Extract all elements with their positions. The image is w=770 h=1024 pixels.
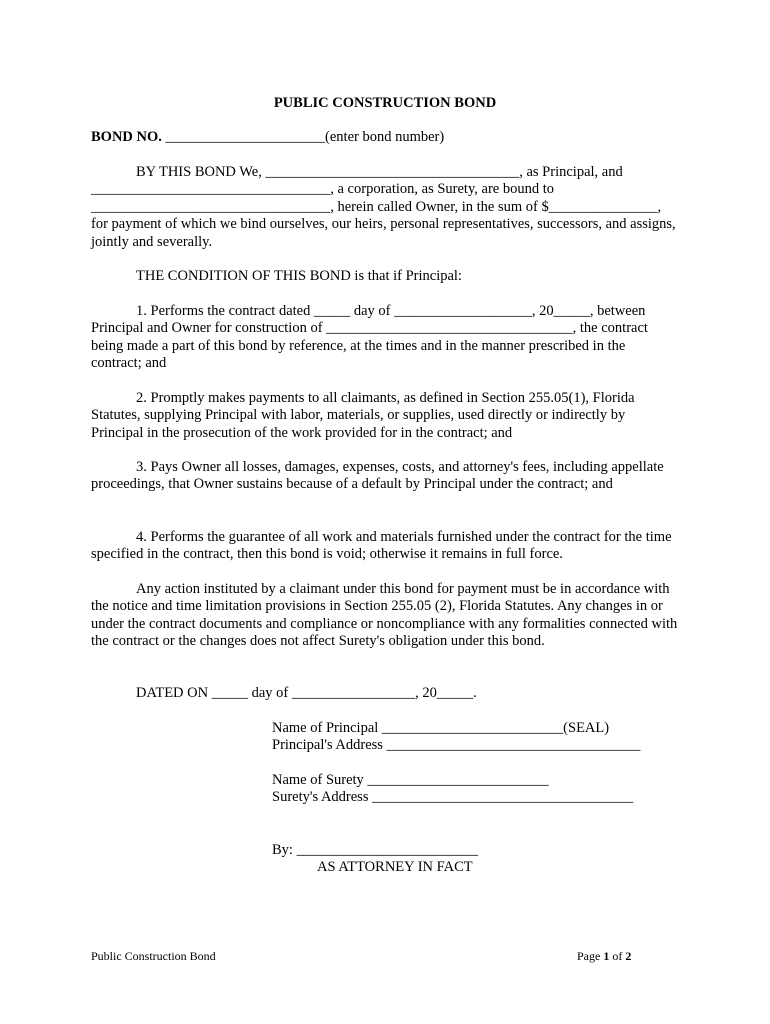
principal-name-line: Name of Principal _________________________(SEAL) (272, 720, 610, 736)
condition-1-text: 1. Performs the contract dated _____ day of ___________________, 20_____, between Principal and Owner for construction of __________________________________, the contract being made a part of this bond by reference, at the times and in the manner prescribed in the contract; and (91, 303, 648, 372)
action-paragraph-text: Any action instituted by a claimant under this bond for payment must be in accordance with the notice and time limitation provisions in Section 255.05 (2), Florida Statutes. Any changes in or under the contract documents and compliance or noncompliance with any formalities connected with the contract or the changes does not affect Surety's obligation under this bond. (91, 581, 678, 650)
condition-4 (91, 529, 679, 564)
condition-3 (91, 459, 679, 494)
attorney-in-fact-label: AS ATTORNEY IN FACT (317, 859, 473, 876)
condition-2-text: 2. Promptly makes payments to all claimants, as defined in Section 255.05(1), Florida Statutes, supplying Principal with labor, materials, or supplies, used directly or indirectly by Principal in the prosecution of the work provided for in the contract; and (91, 390, 635, 441)
footer-page-label: Page (577, 949, 601, 963)
footer-document-name: Public Construction Bond (91, 949, 216, 963)
principal-paragraph (91, 164, 679, 251)
footer-page-total: 2 (625, 949, 632, 963)
condition-intro-text: THE CONDITION OF THIS BOND is that if Principal: (136, 268, 462, 284)
principal-signature-block (272, 720, 640, 755)
footer-page-of: of (612, 949, 623, 963)
condition-3-text: 3. Pays Owner all losses, damages, expenses, costs, and attorney's fees, including appellate proceedings, that Owner sustains because of a default by Principal under the contract; and (91, 459, 664, 493)
by-line: By: _________________________ (272, 842, 478, 858)
attorney-signature-block (272, 842, 478, 877)
dated-on-line (91, 685, 679, 702)
principal-paragraph-text: BY THIS BOND We, ___________________________________, as Principal, and _________________________________, a corporation, as Surety, are bound to _________________________________, herein called Owner, in the sum of $_______________, for payment of which we bind ourselves, our heirs, personal representatives, successors, and assigns, jointly and severally. (91, 164, 676, 250)
footer-page-current: 1 (603, 949, 610, 963)
surety-name-line: Name of Surety _________________________ (272, 772, 549, 788)
principal-address-line: Principal's Address ___________________________________ (272, 737, 641, 754)
condition-intro (91, 268, 679, 285)
footer-page-number (577, 949, 631, 963)
document-title: PUBLIC CONSTRUCTION BOND (273, 95, 497, 111)
bond-number-field: ______________________(enter bond number) (165, 129, 445, 145)
condition-1 (91, 303, 679, 373)
bond-number-line (91, 129, 679, 146)
surety-signature-block (272, 772, 633, 807)
dated-on-text: DATED ON _____ day of _________________, 20_____. (136, 685, 477, 701)
condition-4-text: 4. Performs the guarantee of all work and materials furnished under the contract for the time specified in the contract, then this bond is void; otherwise it remains in full force. (91, 529, 672, 563)
condition-2 (91, 390, 679, 442)
bond-number-label: BOND NO. (91, 129, 162, 145)
action-paragraph (91, 581, 679, 651)
surety-address-line: Surety's Address ____________________________________ (272, 789, 634, 806)
